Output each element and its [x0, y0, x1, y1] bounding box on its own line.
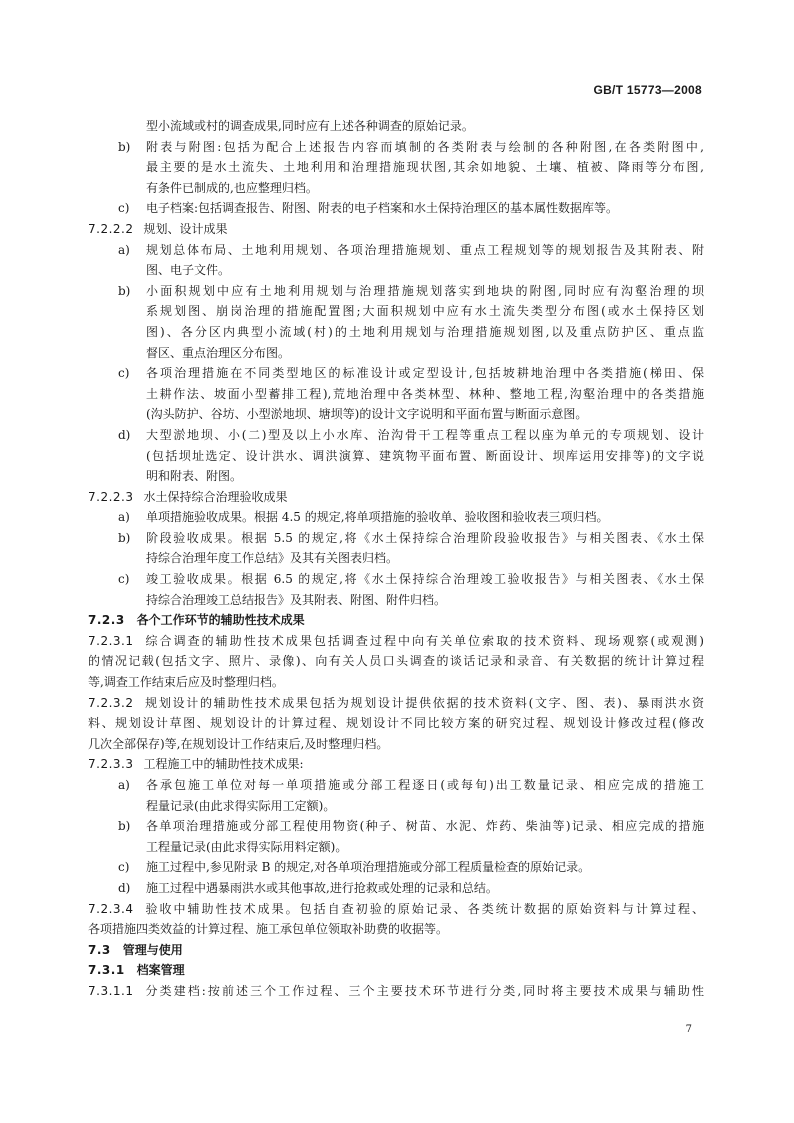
document-body — [88, 116, 704, 1002]
text-line — [88, 981, 704, 1002]
list-item-c-plan — [88, 363, 704, 425]
section-heading-7-2-2-3 — [88, 487, 704, 508]
section-number: 7.2.2.3 — [88, 489, 134, 504]
list-item-c-electronic-archive — [88, 198, 704, 219]
text-line: 阶段验收成果。根据 5.5 的规定,将《水土保持综合治理阶段验收报告》与相关图表、《水土保 — [146, 530, 704, 545]
text-line: 型小流域或村的调查成果,同时应有上述各种调查的原始记录。 — [146, 119, 474, 133]
text-line: (包括坝址选定、设计洪水、调洪演算、建筑物平面布置、断面设计、坝库运用安排等)的文字说 — [146, 448, 704, 463]
text-line: 工程量记录(由此求得实际用料定额)。 — [146, 839, 348, 854]
list-marker: b) — [118, 530, 131, 545]
section-number: 7.2.2.2 — [88, 221, 134, 236]
list-item-b-attached-tables — [88, 137, 704, 199]
list-item-b-acceptance — [88, 528, 704, 569]
list-item-c-construction — [88, 857, 704, 878]
text-line: 的情况记载(包括文字、照片、录像)、向有关人员口头调查的谈话记录和录音、有关数据的统计计算过程 — [88, 654, 704, 669]
text-line: 图、电子文件。 — [146, 263, 231, 278]
list-item-a-plan — [88, 240, 704, 281]
text-line — [88, 631, 704, 652]
paragraph-text: 规划设计的辅助性技术成果包括为规划设计提供依据的技术资料(文字、图、表)、暴雨洪水资 — [143, 695, 704, 710]
list-item-d-construction — [88, 878, 704, 899]
list-item-a-acceptance — [88, 507, 704, 528]
standard-code: GB/T 15773—2008 — [593, 83, 702, 97]
section-number: 7.3.1 — [88, 963, 125, 978]
paragraph-7-3-1-1 — [88, 981, 704, 1002]
text-line: 小面积规划中应有土地利用规划与治理措施规划落实到地块的附图,同时应有沟壑治理的坝 — [146, 283, 704, 298]
paragraph-7-2-3-3 — [88, 754, 704, 775]
text-line: 各单项治理措施或分部工程使用物资(种子、树苗、水泥、炸药、柴油等)记录、相应完成的措施 — [146, 819, 704, 834]
text-line: 明和附表、附图。 — [146, 469, 243, 484]
list-marker: b) — [118, 283, 131, 298]
list-item-continued — [88, 116, 704, 137]
text-line — [88, 754, 704, 775]
text-line — [88, 693, 704, 714]
section-heading-7-3-1 — [88, 960, 704, 981]
text-line: 督区、重点治理区分布图。 — [146, 345, 291, 360]
section-title: 水土保持综合治理验收成果 — [143, 489, 288, 504]
text-line: 图)、各分区内典型小流域(村)的土地利用规划与治理措施规划图,以及重点防护区、重点监 — [146, 324, 704, 339]
list-marker: c) — [118, 572, 130, 587]
text-line: 施工过程中遇暴雨洪水或其他事故,进行抢救或处理的记录和总结。 — [146, 880, 498, 895]
list-marker: c) — [118, 201, 130, 216]
paragraph-number: 7.2.3.4 — [88, 901, 134, 916]
list-marker: c) — [118, 860, 130, 875]
list-marker: b) — [118, 139, 131, 154]
text-line: 持综合治理年度工作总结》及其有关图表归档。 — [146, 551, 399, 566]
text-line: 几次全部保存)等,在规划设计工作结束后,及时整理归档。 — [88, 736, 389, 751]
page-number: 7 — [685, 1024, 692, 1035]
text-line: 各项治理措施在不同类型地区的标准设计或定型设计,包括坡耕地治理中各类措施(梯田、保 — [146, 366, 704, 381]
list-marker: c) — [118, 366, 130, 381]
list-marker: d) — [118, 427, 131, 442]
paragraph-number: 7.2.3.3 — [88, 757, 134, 772]
paragraph-number: 7.2.3.2 — [88, 695, 134, 710]
list-marker: a) — [118, 778, 130, 792]
section-title: 管理与使用 — [122, 942, 183, 957]
text-line: 规划总体布局、土地利用规划、各项治理措施规划、重点工程规划等的规划报告及其附表、附 — [146, 242, 704, 257]
paragraph-7-2-3-4 — [88, 899, 704, 940]
section-number: 7.3 — [88, 942, 111, 957]
text-line: 电子档案:包括调查报告、附图、附表的电子档案和水土保持治理区的基本属性数据库等。 — [146, 201, 619, 216]
section-title: 各个工作环节的辅助性技术成果 — [136, 613, 305, 628]
text-line: 料、规划设计草图、规划设计的计算过程、规划设计不同比较方案的研究过程、规划设计修改过程(修改 — [88, 716, 704, 731]
text-line: 各项措施四类效益的计算过程、施工承包单位领取补助费的收据等。 — [88, 922, 449, 937]
list-marker: a) — [118, 510, 130, 525]
section-number: 7.2.3 — [88, 613, 125, 628]
text-line: 竣工验收成果。根据 6.5 的规定,将《水土保持综合治理竣工验收报告》与相关图表、《水土保 — [146, 572, 704, 587]
list-item-c-acceptance — [88, 569, 704, 610]
text-line: 等,调查工作结束后应及时整理归档。 — [88, 675, 284, 690]
paragraph-number: 7.2.3.1 — [88, 633, 134, 648]
text-line: (沟头防护、谷坊、小型淤地坝、塘坝等)的设计文字说明和平面布置与断面示意图。 — [146, 407, 588, 422]
text-line: 施工过程中,参见附录 B 的规定,对各单项治理措施或分部工程质量检查的原始记录。 — [146, 860, 591, 875]
paragraph-text: 分类建档:按前述三个工作过程、三个主要技术环节进行分类,同时将主要技术成果与辅助性 — [143, 983, 704, 998]
section-title: 规划、设计成果 — [143, 221, 228, 236]
text-line — [88, 899, 704, 920]
list-item-b-plan — [88, 281, 704, 363]
list-item-b-construction — [88, 816, 704, 857]
list-marker: a) — [118, 242, 130, 257]
paragraph-number: 7.3.1.1 — [88, 983, 134, 998]
text-line: 大型淤地坝、小(二)型及以上小水库、治沟骨干工程等重点工程以座为单元的专项规划、设计 — [146, 427, 704, 442]
text-line: 土耕作法、坡面小型蓄排工程),荒地治理中各类林型、林种、整地工程,沟壑治理中的各类措施 — [146, 386, 704, 401]
list-marker: d) — [118, 880, 131, 895]
paragraph-7-2-3-2 — [88, 693, 704, 755]
text-line: 有条件已制成的,也应整理归档。 — [146, 180, 318, 195]
text-line: 系规划图、崩岗治理的措施配置图;大面积规划中应有水土流失类型分布图(或水土保持区划 — [146, 304, 704, 319]
section-heading-7-2-2-2 — [88, 219, 704, 240]
section-title: 档案管理 — [136, 963, 185, 978]
list-item-d-plan — [88, 425, 704, 487]
text-line: 单项措施验收成果。根据 4.5 的规定,将单项措施的验收单、验收图和验收表三项归档。 — [146, 510, 609, 525]
section-heading-7-2-3 — [88, 610, 704, 631]
section-heading-7-3 — [88, 940, 704, 961]
list-item-a-construction — [88, 775, 704, 816]
paragraph-text: 综合调查的辅助性技术成果包括调查过程中向有关单位索取的技术资料、现场观察(或观测) — [143, 633, 704, 648]
paragraph-7-2-3-1 — [88, 631, 704, 693]
text-line: 持综合治理竣工总结报告》及其附表、附图、附件归档。 — [146, 592, 447, 607]
text-line: 各承包施工单位对每一单项措施或分部工程逐日(或每旬)出工数量记录、相应完成的措施工 — [146, 778, 704, 792]
paragraph-text: 验收中辅助性技术成果。包括自查初验的原始记录、各类统计数据的原始资料与计算过程、 — [143, 901, 704, 916]
list-marker: b) — [118, 819, 131, 834]
text-line: 程量记录(由此求得实际用工定额)。 — [146, 798, 336, 813]
paragraph-text: 工程施工中的辅助性技术成果: — [143, 757, 304, 772]
text-line: 附表与附图:包括为配合上述报告内容而填制的各类附表与绘制的各种附图,在各类附图中, — [146, 139, 704, 154]
text-line: 最主要的是水土流失、土地利用和治理措施现状图,其余如地貌、土壤、植被、降雨等分布图, — [146, 160, 704, 175]
